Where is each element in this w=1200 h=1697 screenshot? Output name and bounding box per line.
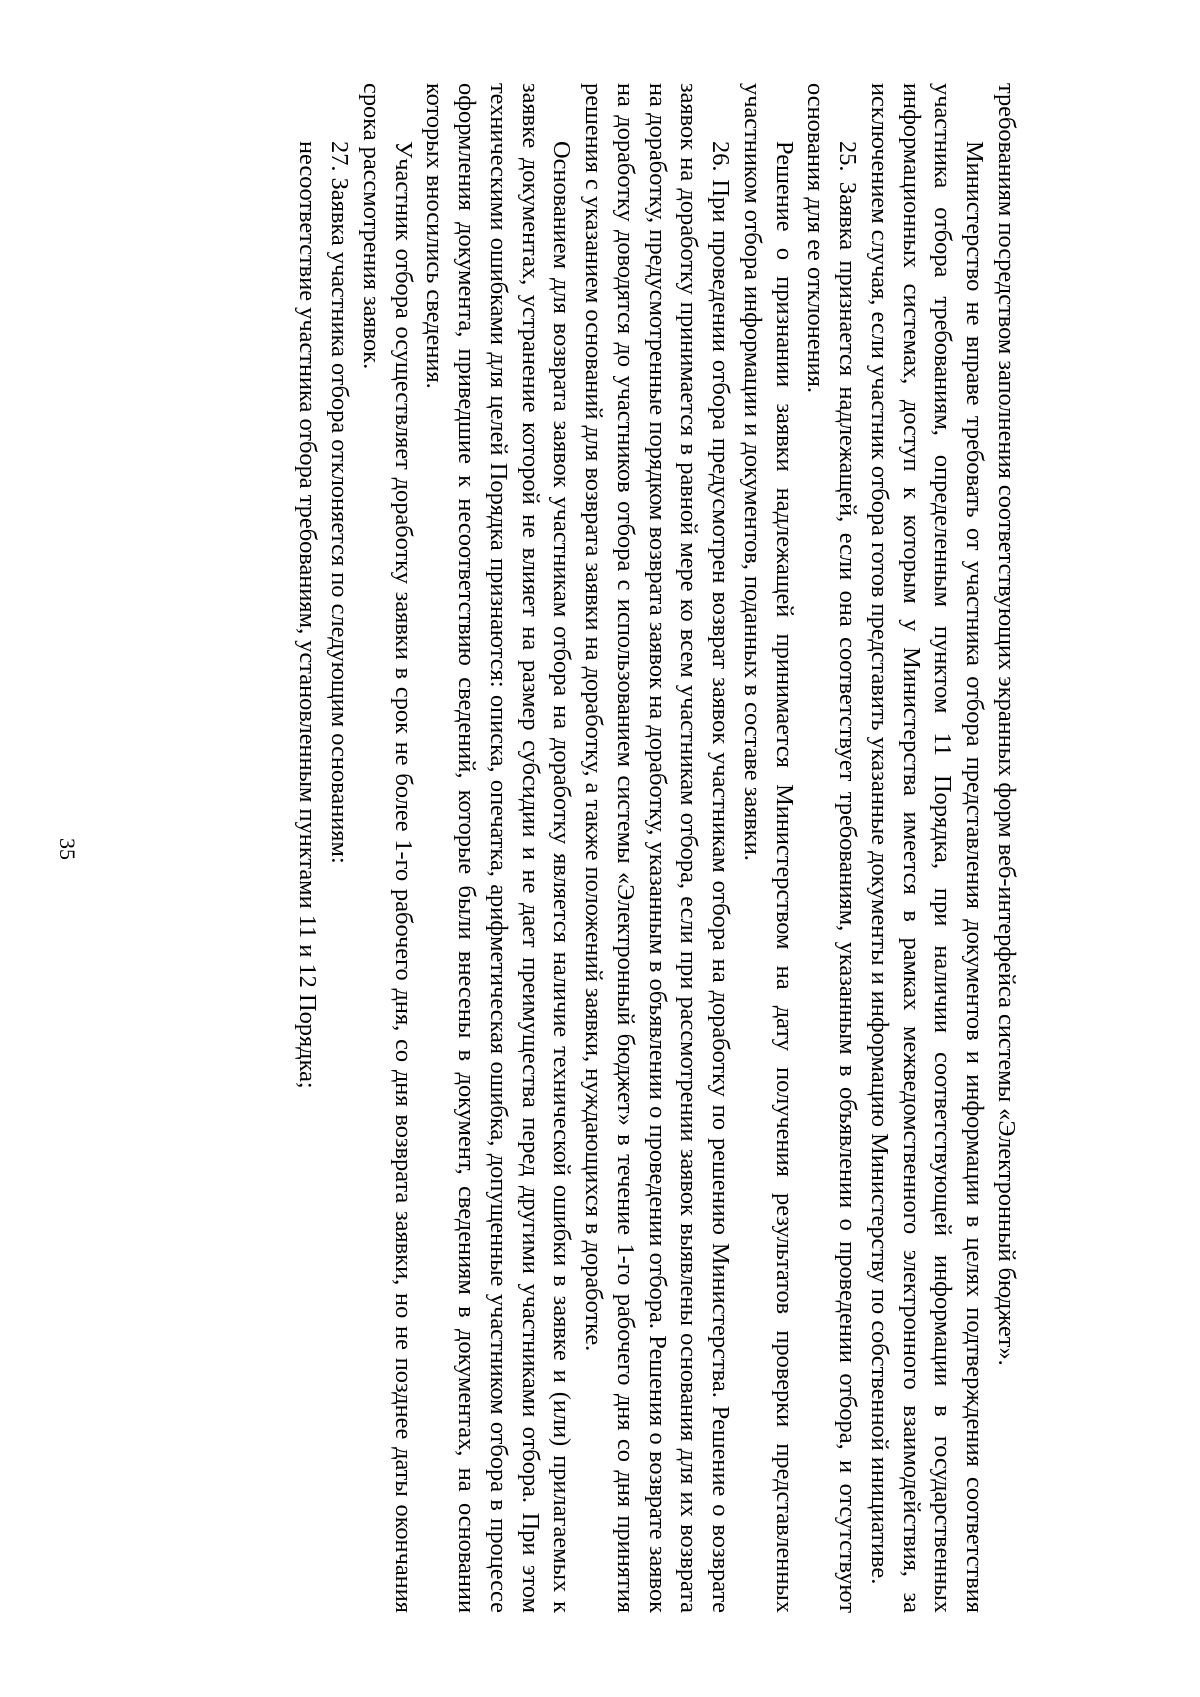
paragraph-proper-application-decision: Решение о признании заявки надлежащей принимается Министерством на дату получения результатов проверки представленных участником отбора информации и документов, поданных в составе заявки. [739, 83, 798, 1613]
paragraph-clause-27: 27. Заявка участника отбора отклоняется по следующим основаниям: [326, 141, 354, 864]
paragraph-nonconformity: несоответствие участника отбора требованиям, установленным пунктами 11 и 12 Порядка; [294, 141, 322, 1089]
paragraph-return-grounds: Основанием для возврата заявок участникам отбора на доработку является наличие технической ошибки в заявке и (или) прилагаемых к заявке документах, устранение которой не влияет на размер субсидии и не дает преимущества перед другими участниками отбора. При этом техническими ошибками для целей Порядка признаются: описка, опечатка, арифметическая ошибка, допущенные участником отбора в процессе оформления документа, приведшие к несоответствию сведений, которые были внесены в документ, сведениям в документах, на основании которых вносились сведения. [421, 83, 576, 1613]
paragraph-revision-deadline: Участник отбора осуществляет доработку заявки в срок не более 1-го рабочего дня, со дня возврата заявки, но не позднее даты окончания срока рассмотрения заявок. [358, 83, 417, 1613]
document-body [162, 83, 1022, 1613]
paragraph-clause-26: 26. При проведении отбора предусмотрен возврат заявок участникам отбора на доработку по решению Министерства. Решение о возврате заявок на доработку принимается в равной мере ко всем участникам отбора, если при рассмотрении заявок выявлены основания для их возврата на доработку, предусмотренные порядком возврата заявок на доработку, указанным в объявлении о проведении отбора. Решения о возврате заявок на доработку доводятся до участников отбора с использованием системы «Электронный бюджет» в течение 1-го рабочего дня со дня принятия решения с указанием оснований для возврата заявки на доработку, а также положений заявки, нуждающихся в доработке. [580, 83, 735, 1613]
paragraph-continuation: требованиям посредством заполнения соответствующих экранных форм веб-интерфейса системы «Электронный бюджет». [993, 83, 1020, 1366]
paragraph-ministry-restriction: Министерство не вправе требовать от участника отбора представления документов и информации в целях подтверждения соответствия участника отбора требованиям, определенным пунктом 11 Порядка, при наличии соответствующей информации в государственных информационных системах, доступ к которым у Министерства имеется в рамках межведомственного электронного взаимодействия, за исключением случая, если участник отбора готов представить указанные документы и информацию Министерству по собственной инициативе. [866, 83, 989, 1613]
paragraph-clause-25: 25. Заявка признается надлежащей, если она соответствует требованиям, указанным в объявлении о проведении отбора, и отсутствуют основания для ее отклонения. [802, 83, 862, 1613]
page-number: 35 [55, 838, 80, 860]
